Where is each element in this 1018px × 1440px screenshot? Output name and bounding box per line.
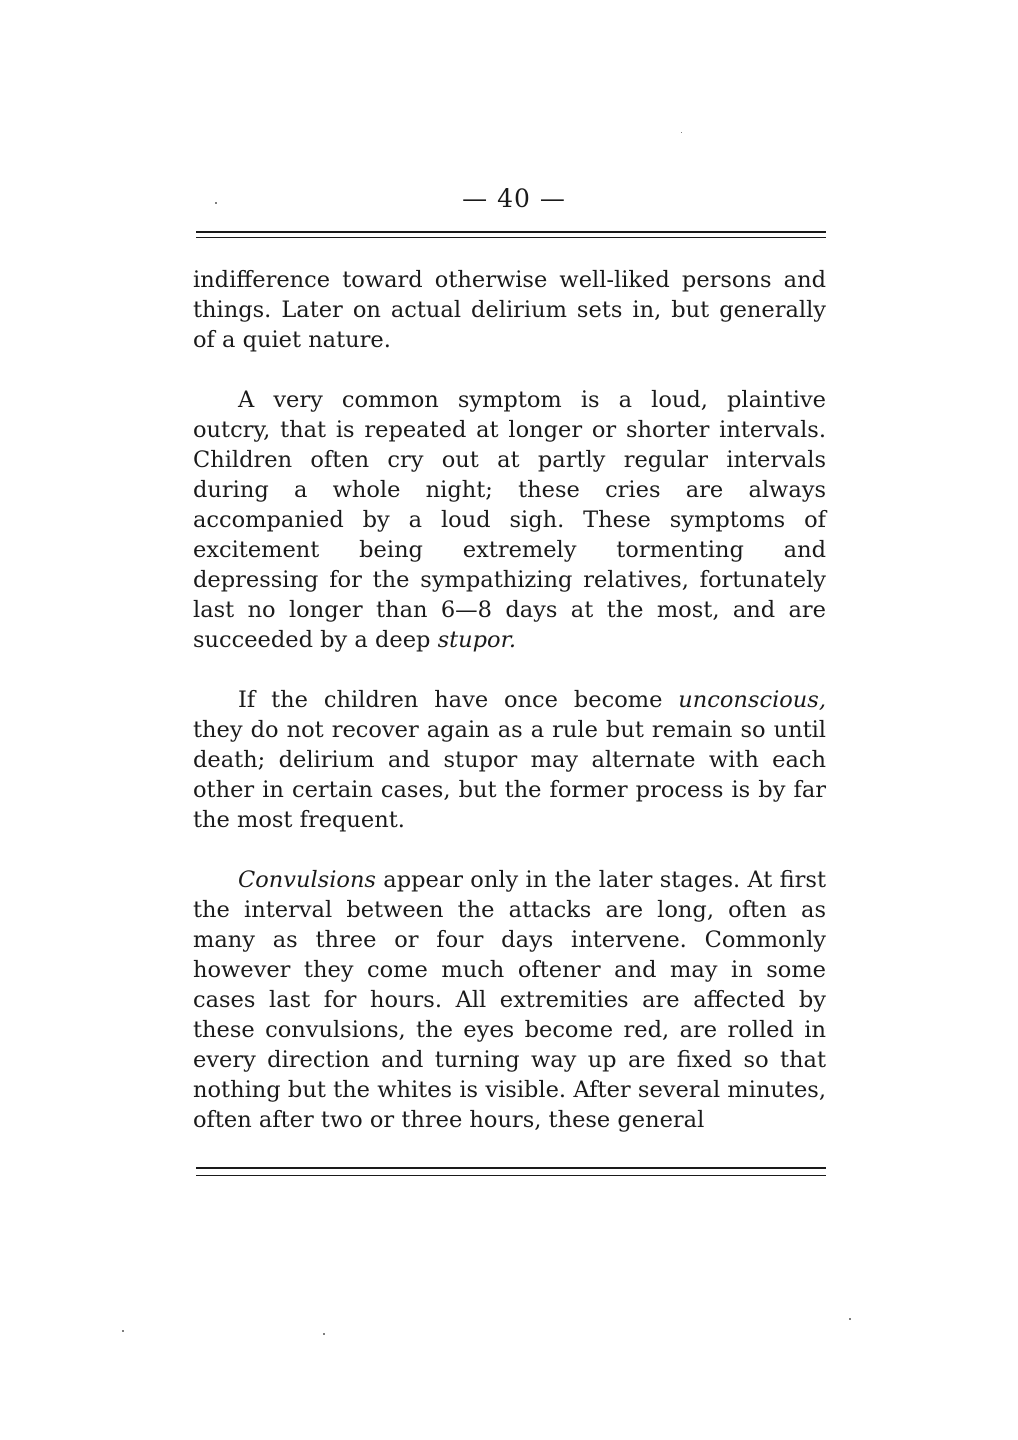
page-number: — 40 — xyxy=(462,184,566,213)
paragraph-3: If the children have once become unconscious, they do not recover again as a rule but remain so until death; delirium and stupor may alternate with each other in certain cases, but the former process is by far the most frequent. xyxy=(193,687,826,833)
body-text xyxy=(193,265,826,1165)
footer-rule-bottom xyxy=(196,1175,826,1176)
paragraph-4: Convulsions appear only in the later stages. At first the interval between the attacks are long, often as many as three or four days intervene. Commonly however they come much oftener and may in some cases last for hours. All extremities are affected by these convulsions, the eyes become red, are rolled in every direction and turning way up are fixed so that nothing but the whites is visible. After several minutes, often after two or three hours, these general xyxy=(193,867,826,1133)
emphasis-stupor: stupor. xyxy=(437,627,517,653)
footer-rule-top xyxy=(196,1167,826,1169)
paragraph-1: indifference toward otherwise well-liked persons and things. Later on actual delirium sets in, but generally of a quiet nature. xyxy=(193,267,826,353)
header-rule-bottom xyxy=(196,237,826,238)
paragraph-2: A very common symptom is a loud, plaintive outcry, that is repeated at longer or shorter intervals. Children often cry out at partly regular intervals during a whole night; these cries are always accompanied by a loud sigh. These symptoms of excitement being extremely tormenting and depressing for the sympathizing relatives, fortunately last no longer than 6—8 days at the most, and are succeeded by a deep stupor. xyxy=(193,387,826,653)
scan-speck xyxy=(849,1318,851,1320)
scan-speck xyxy=(122,1330,124,1332)
emphasis-convulsions: Convulsions xyxy=(238,867,376,893)
scan-speck xyxy=(215,202,217,204)
scan-speck xyxy=(681,132,682,133)
scan-speck xyxy=(323,1333,325,1335)
header-rule-top xyxy=(196,231,826,233)
emphasis-unconscious: unconscious, xyxy=(678,687,826,713)
